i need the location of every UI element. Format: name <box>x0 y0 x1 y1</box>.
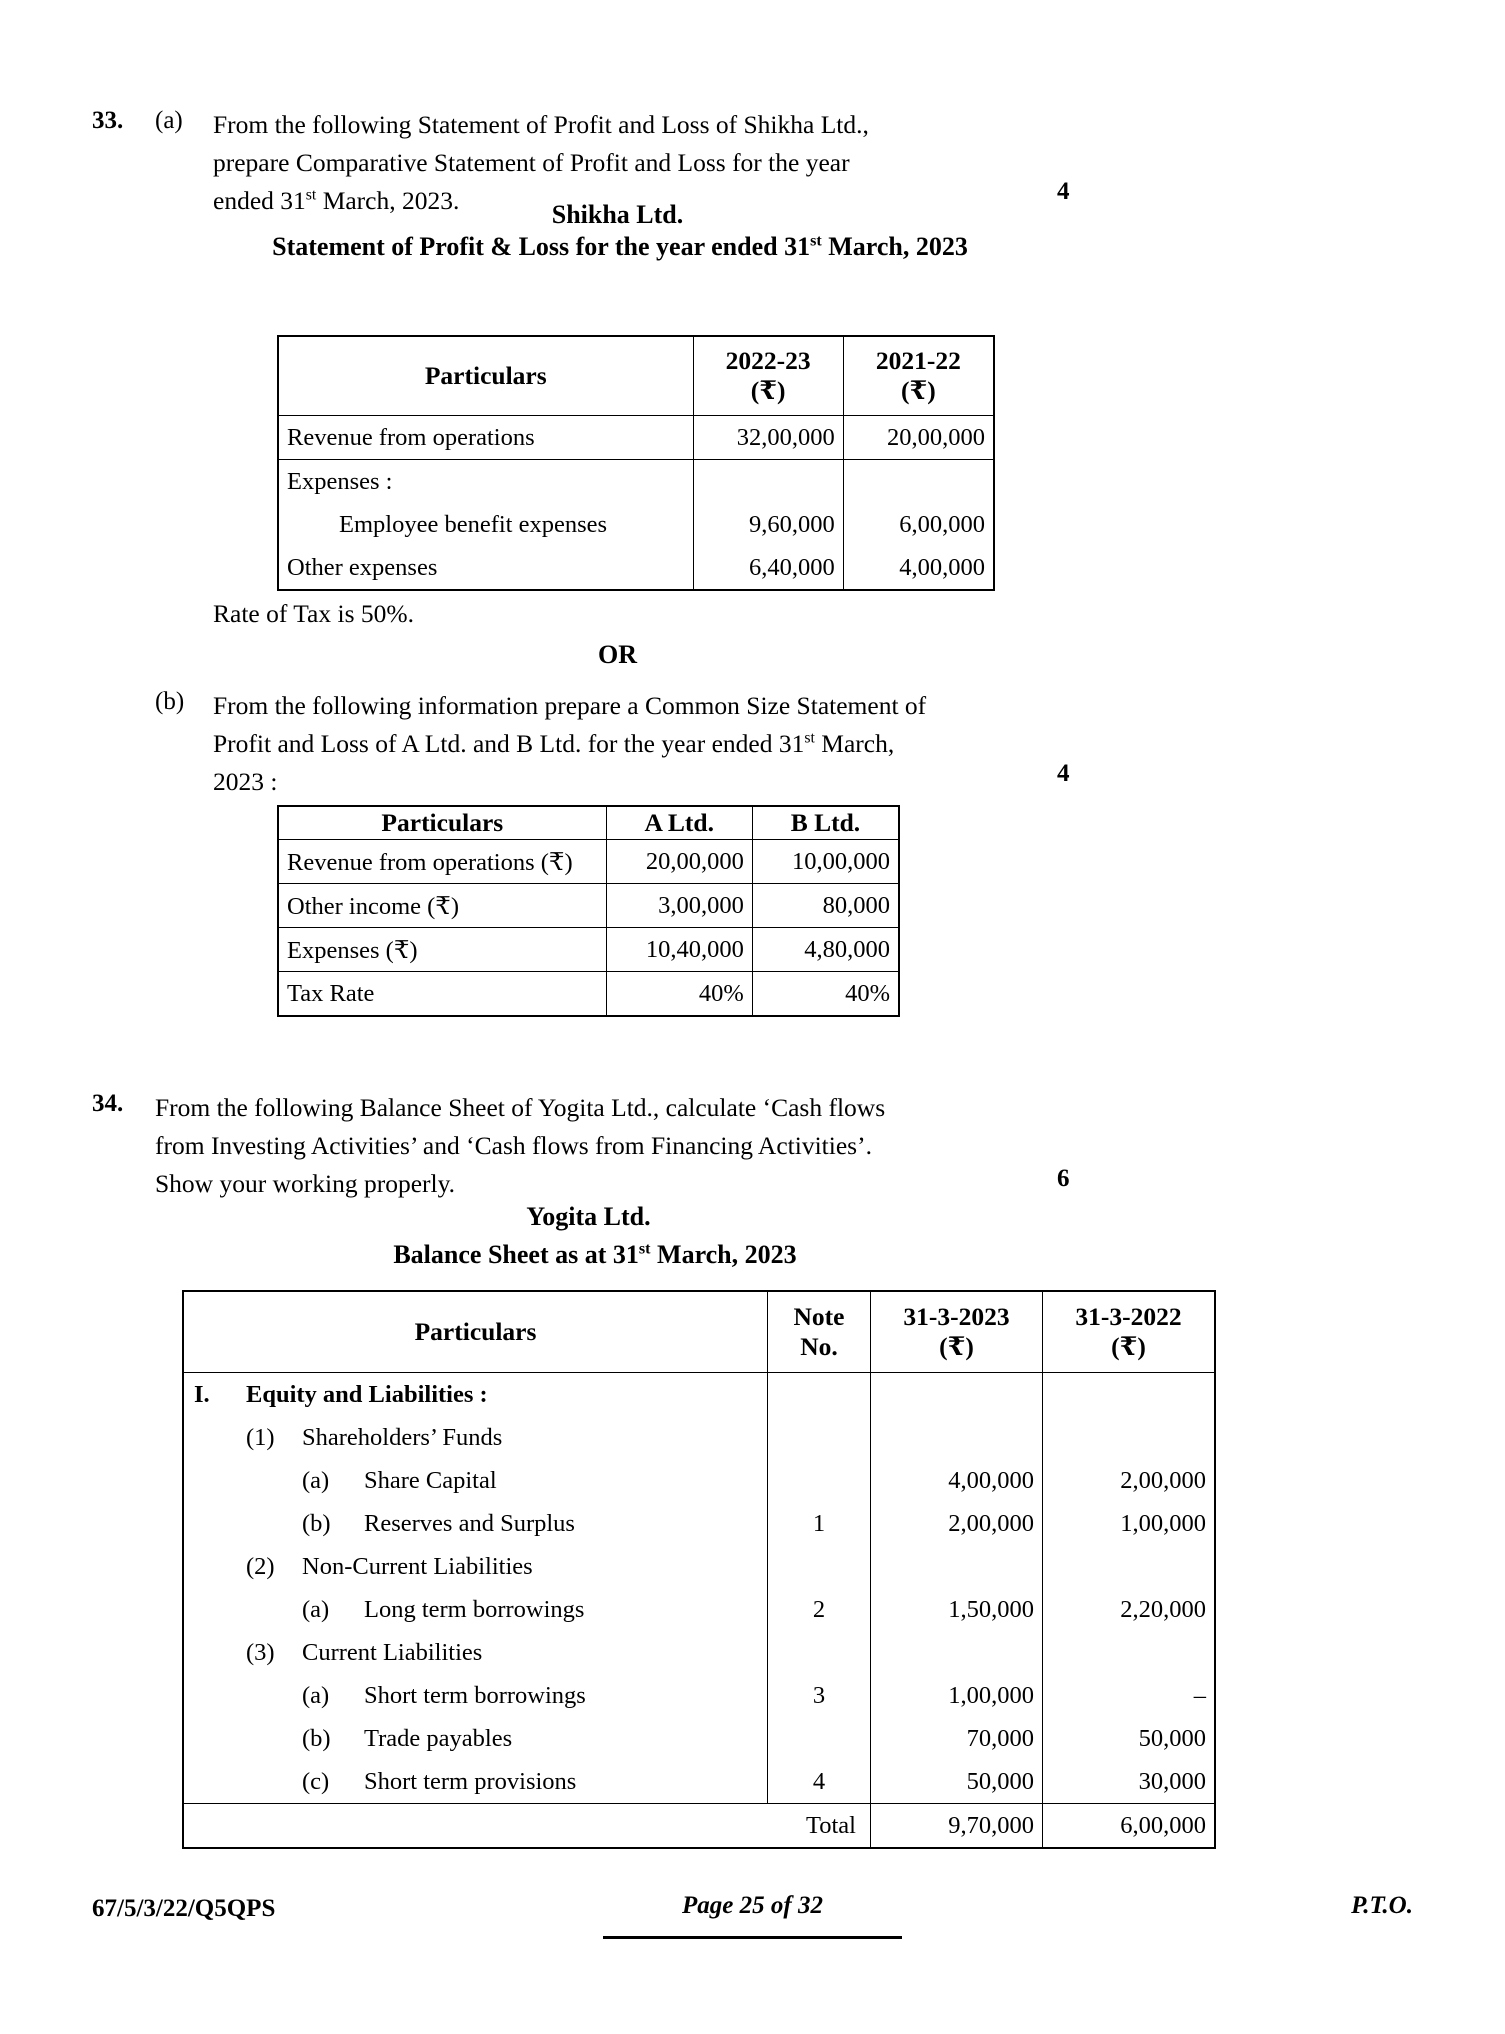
q33b-line3: 2023 : <box>213 767 278 796</box>
row-note: 1 <box>768 1502 871 1545</box>
header-note-line1: Note <box>793 1302 845 1331</box>
row-number: (2) <box>246 1552 275 1580</box>
question-33b-marks: 4 <box>1057 760 1070 787</box>
row-alpha: (a) <box>302 1681 330 1709</box>
question-33a-label: (a) <box>155 107 183 134</box>
row-value-2021-22 <box>843 460 994 504</box>
total-value-2022: 6,00,000 <box>1043 1804 1216 1849</box>
header-2021-22-unit: (₹) <box>901 376 936 405</box>
q34-line2: from Investing Activities’ and ‘Cash flows from Financing Activities’. <box>155 1131 872 1160</box>
header-2022-date: 31-3-2022 <box>1075 1302 1182 1331</box>
shikha-table-title <box>120 232 1120 262</box>
q34-line1: From the following Balance Sheet of Yogita Ltd., calculate ‘Cash flows <box>155 1093 886 1122</box>
header-2023-unit: (₹) <box>939 1332 974 1361</box>
header-2022-23-year: 2022-23 <box>725 346 811 375</box>
header-particulars: Particulars <box>278 806 606 840</box>
table-row <box>278 928 899 972</box>
row-label <box>183 1459 768 1502</box>
row-label: Other expenses <box>278 546 693 590</box>
row-text: Long term borrowings <box>364 1595 585 1623</box>
row-value-2022 <box>1043 1631 1216 1674</box>
q33b-line1: From the following information prepare a Common Size Statement of <box>213 691 927 720</box>
row-value-a: 3,00,000 <box>606 884 752 928</box>
question-33b-label: (b) <box>155 688 185 715</box>
row-value-2022 <box>1043 1373 1216 1417</box>
yogita-company-title: Yogita Ltd. <box>526 1202 651 1231</box>
header-note-no <box>768 1291 871 1373</box>
row-note: 3 <box>768 1674 871 1717</box>
row-label <box>183 1588 768 1631</box>
row-value-2022-23: 6,40,000 <box>693 546 843 590</box>
question-33-number: 33. <box>92 107 124 134</box>
row-text: Equity and Liabilities : <box>246 1380 488 1408</box>
table-row <box>183 1674 1215 1717</box>
row-label <box>183 1760 768 1804</box>
row-label: Expenses : <box>278 460 693 504</box>
q33a-line1: From the following Statement of Profit and Loss of Shikha Ltd., <box>213 110 869 139</box>
row-note: 4 <box>768 1760 871 1804</box>
yogita-balance-sheet-table <box>182 1290 1216 1849</box>
shikha-company-title: Shikha Ltd. <box>551 200 684 229</box>
table-row <box>183 1545 1215 1588</box>
q33a-line3-post: March, 2023. <box>316 186 460 215</box>
shikha-statement-table <box>277 335 995 591</box>
row-value-2023 <box>871 1631 1043 1674</box>
common-size-table <box>277 805 900 1017</box>
row-value-2022: 1,00,000 <box>1043 1502 1216 1545</box>
header-note-line2: No. <box>800 1332 838 1361</box>
row-value-2023: 2,00,000 <box>871 1502 1043 1545</box>
row-value-2023: 50,000 <box>871 1760 1043 1804</box>
header-31-3-2023 <box>871 1291 1043 1373</box>
header-2021-22 <box>843 336 994 416</box>
table-row <box>278 460 994 504</box>
table-total-row <box>183 1804 1215 1849</box>
row-text: Non-Current Liabilities <box>302 1552 533 1580</box>
q33a-line3-pre: ended 31 <box>213 186 306 215</box>
or-separator: OR <box>598 640 637 669</box>
row-note <box>768 1717 871 1760</box>
row-note <box>768 1416 871 1459</box>
row-value-2023: 70,000 <box>871 1717 1043 1760</box>
q33a-line2: prepare Comparative Statement of Profit and Loss for the year <box>213 148 850 177</box>
row-value-2022 <box>1043 1545 1216 1588</box>
table-header-row <box>183 1291 1215 1373</box>
table-row <box>278 972 899 1017</box>
row-text: Short term borrowings <box>364 1681 586 1709</box>
yogita-table-title <box>120 1240 1070 1270</box>
table-row <box>183 1502 1215 1545</box>
row-value-2021-22: 6,00,000 <box>843 503 994 546</box>
row-value-2022-23: 9,60,000 <box>693 503 843 546</box>
table-row <box>278 884 899 928</box>
row-label <box>183 1674 768 1717</box>
footer-divider <box>603 1936 902 1939</box>
yogita-table-title-pre: Balance Sheet as at 31 <box>393 1240 639 1269</box>
row-alpha: (a) <box>302 1595 330 1623</box>
pto-label: P.T.O. <box>1351 1892 1413 1919</box>
row-label <box>183 1631 768 1674</box>
row-value-2021-22: 20,00,000 <box>843 416 994 460</box>
row-value-2023 <box>871 1416 1043 1459</box>
row-value-2022: 30,000 <box>1043 1760 1216 1804</box>
row-value-2022: 2,00,000 <box>1043 1459 1216 1502</box>
shikha-table-title-post: March, 2023 <box>821 232 968 261</box>
q33b-line2-pre: Profit and Loss of A Ltd. and B Ltd. for the year ended 31 <box>213 729 805 758</box>
row-label: Expenses (₹) <box>278 928 606 972</box>
header-2022-unit: (₹) <box>1111 1332 1146 1361</box>
total-value-2023: 9,70,000 <box>871 1804 1043 1849</box>
row-alpha: (b) <box>302 1724 331 1752</box>
question-33b-text <box>213 687 1022 801</box>
row-value-2023: 4,00,000 <box>871 1459 1043 1502</box>
question-34-marks: 6 <box>1057 1165 1070 1192</box>
table-header-row <box>278 806 899 840</box>
total-label: Total <box>183 1804 871 1849</box>
table-row <box>183 1416 1215 1459</box>
table-row <box>278 840 899 884</box>
row-value-2023: 1,00,000 <box>871 1674 1043 1717</box>
row-text: Reserves and Surplus <box>364 1509 575 1537</box>
row-label: Tax Rate <box>278 972 606 1017</box>
row-label <box>183 1416 768 1459</box>
row-value-2023: 1,50,000 <box>871 1588 1043 1631</box>
row-value-a: 20,00,000 <box>606 840 752 884</box>
row-alpha: (a) <box>302 1466 330 1494</box>
table-row <box>183 1459 1215 1502</box>
table-row <box>183 1631 1215 1674</box>
q33b-line2 <box>213 725 1022 763</box>
header-2022-23-unit: (₹) <box>750 376 786 405</box>
row-note <box>768 1373 871 1417</box>
row-value-2021-22: 4,00,000 <box>843 546 994 590</box>
header-particulars: Particulars <box>278 336 693 416</box>
row-label: Revenue from operations <box>278 416 693 460</box>
row-number: (1) <box>246 1423 275 1451</box>
table-row <box>278 546 994 590</box>
row-value-2022-23: 32,00,000 <box>693 416 843 460</box>
row-value-2023 <box>871 1545 1043 1588</box>
q33b-line2-post: March, <box>814 729 895 758</box>
row-label <box>183 1545 768 1588</box>
page-number: Page 25 of 32 <box>682 1892 823 1919</box>
header-a-ltd: A Ltd. <box>606 806 752 840</box>
row-note <box>768 1631 871 1674</box>
table-row <box>183 1373 1215 1417</box>
row-value-2022: 50,000 <box>1043 1717 1216 1760</box>
row-value-b: 40% <box>752 972 899 1017</box>
row-label <box>183 1717 768 1760</box>
header-2022-23 <box>693 336 843 416</box>
row-value-a: 40% <box>606 972 752 1017</box>
header-2021-22-year: 2021-22 <box>875 346 961 375</box>
row-value-2022-23 <box>693 460 843 504</box>
question-34-text <box>155 1089 1022 1203</box>
row-roman: I. <box>194 1380 210 1408</box>
row-text: Shareholders’ Funds <box>302 1423 503 1451</box>
row-text: Share Capital <box>364 1466 497 1494</box>
ordinal-suffix: st <box>804 729 815 747</box>
row-value-2022 <box>1043 1416 1216 1459</box>
row-number: (3) <box>246 1638 275 1666</box>
row-label: Revenue from operations (₹) <box>278 840 606 884</box>
ordinal-suffix: st <box>305 186 317 204</box>
question-34-number: 34. <box>92 1090 124 1117</box>
row-note <box>768 1545 871 1588</box>
row-value-b: 4,80,000 <box>752 928 899 972</box>
row-text: Short term provisions <box>364 1767 577 1795</box>
header-31-3-2022 <box>1043 1291 1216 1373</box>
yogita-table-title-post: March, 2023 <box>650 1240 797 1269</box>
row-note <box>768 1459 871 1502</box>
table-row <box>278 416 994 460</box>
row-value-2023 <box>871 1373 1043 1417</box>
table-row <box>183 1717 1215 1760</box>
header-b-ltd: B Ltd. <box>752 806 899 840</box>
paper-code: 67/5/3/22/Q5QPS <box>92 1895 276 1922</box>
row-value-a: 10,40,000 <box>606 928 752 972</box>
header-2023-date: 31-3-2023 <box>903 1302 1010 1331</box>
question-33a-marks: 4 <box>1057 178 1070 205</box>
table-header-row <box>278 336 994 416</box>
row-label <box>183 1373 768 1417</box>
table-row <box>183 1588 1215 1631</box>
ordinal-suffix: st <box>810 232 822 250</box>
row-text: Current Liabilities <box>302 1638 483 1666</box>
shikha-table-title-pre: Statement of Profit & Loss for the year ended 31 <box>272 232 811 261</box>
header-particulars: Particulars <box>183 1291 768 1373</box>
row-alpha: (b) <box>302 1509 331 1537</box>
ordinal-suffix: st <box>638 1240 651 1258</box>
table-row <box>278 503 994 546</box>
rate-of-tax-note: Rate of Tax is 50%. <box>213 599 414 628</box>
row-label: Employee benefit expenses <box>278 503 693 546</box>
row-label <box>183 1502 768 1545</box>
row-text: Trade payables <box>364 1724 513 1752</box>
q34-line3: Show your working properly. <box>155 1169 456 1198</box>
row-value-b: 10,00,000 <box>752 840 899 884</box>
row-value-b: 80,000 <box>752 884 899 928</box>
row-value-2022: 2,20,000 <box>1043 1588 1216 1631</box>
row-alpha: (c) <box>302 1767 330 1795</box>
table-row <box>183 1760 1215 1804</box>
row-value-2022: – <box>1043 1674 1216 1717</box>
row-label: Other income (₹) <box>278 884 606 928</box>
row-note: 2 <box>768 1588 871 1631</box>
